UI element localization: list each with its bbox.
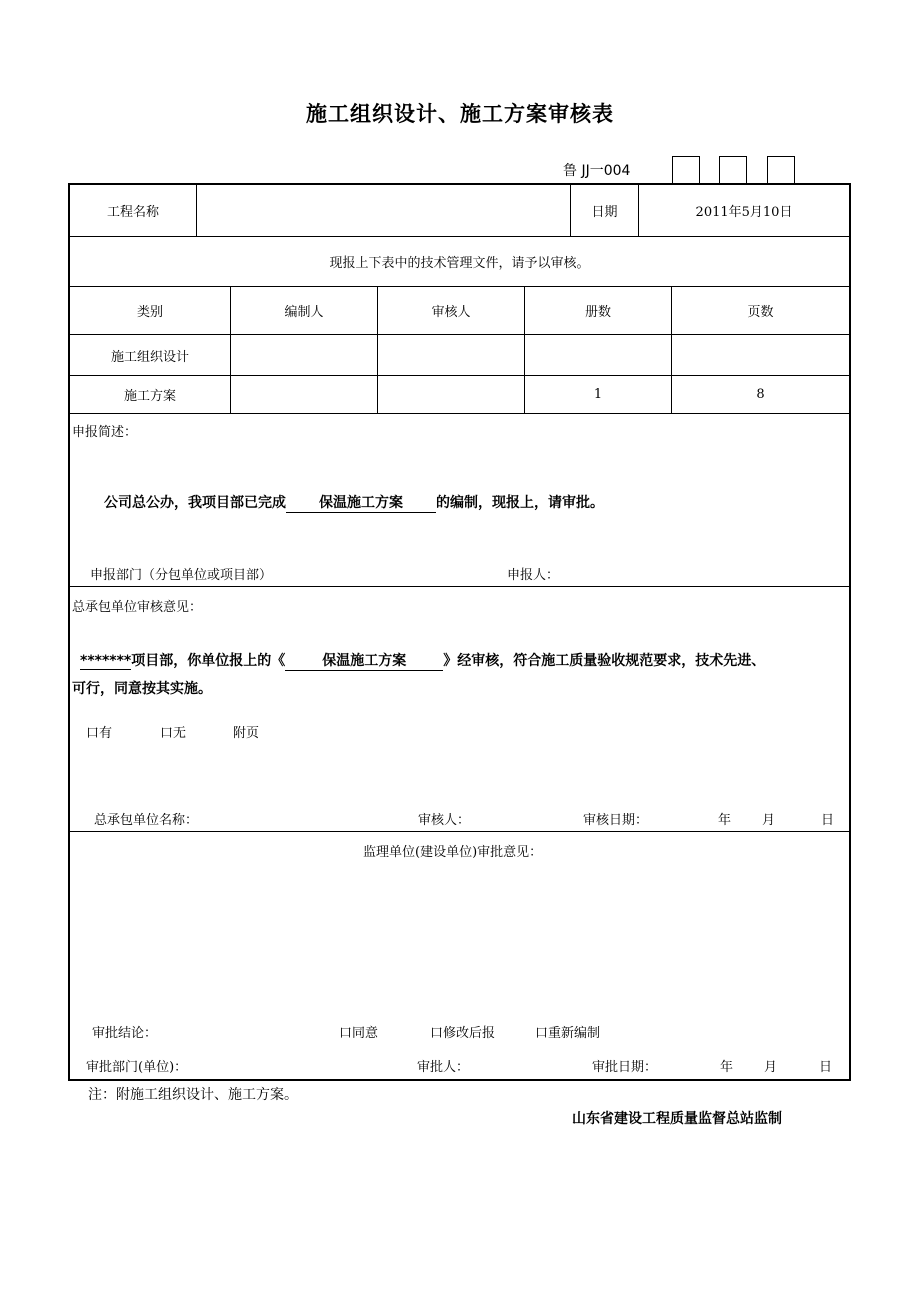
approver-label: 审批人：	[417, 1060, 470, 1075]
form-code: 鲁 JJ一004	[563, 163, 631, 179]
submission-label: 申报简述：	[72, 425, 138, 440]
column-header: 类别	[136, 305, 163, 320]
contractor-review-label: 总承包单位审核意见：	[72, 600, 203, 615]
contractor-text-2: 》经审核，符合施工质量验收规范要求，技术先进、	[443, 653, 766, 669]
contractor-text-1: 项目部，你单位报上的《	[131, 653, 286, 669]
option-modify-checkbox[interactable]: 口修改后报	[430, 1026, 496, 1041]
attachment-note: 注：附施工组织设计、施工方案。	[88, 1087, 298, 1103]
day-label: 日	[819, 1060, 833, 1075]
submission-text-after: 的编制，现报上，请审批。	[436, 495, 604, 511]
supervision-review-label: 监理单位(建设单位)审批意见：	[363, 845, 543, 860]
table-cell-volumes[interactable]	[525, 335, 671, 375]
submission-dept-label: 申报部门（分包单位或项目部）	[90, 568, 273, 583]
form-checkbox-3[interactable]	[767, 156, 795, 184]
project-name-value[interactable]	[197, 185, 570, 236]
contractor-name-label: 总承包单位名称：	[94, 813, 199, 828]
project-name-label: 工程名称	[106, 205, 159, 220]
contractor-plan-name[interactable]: 保温施工方案	[285, 650, 443, 671]
approval-date-label: 审批日期：	[592, 1060, 658, 1075]
table-cell-author[interactable]	[231, 376, 377, 413]
section-divider	[70, 586, 849, 587]
contractor-project-stars[interactable]: *******	[80, 653, 132, 669]
column-header: 页数	[747, 305, 774, 320]
attachment-label: 附页	[233, 726, 260, 741]
contractor-review-date-label: 审核日期：	[583, 813, 649, 828]
table-cell-reviewer[interactable]	[378, 335, 524, 375]
applicant-label: 申报人：	[507, 568, 560, 583]
date-label: 日期	[591, 205, 618, 220]
approval-dept-label: 审批部门(单位)：	[86, 1060, 188, 1075]
table-cell-category: 施工组织设计	[110, 349, 189, 365]
submission-text-before: 公司总公办，我项目部已完成	[104, 495, 286, 511]
column-header: 审核人	[431, 305, 471, 320]
contractor-statement-line1	[80, 650, 765, 671]
column-header: 册数	[584, 305, 611, 320]
date-value[interactable]: 2011年5月10日	[695, 205, 793, 220]
form-checkbox-1[interactable]	[672, 156, 700, 184]
option-redo-checkbox[interactable]: 口重新编制	[535, 1026, 601, 1041]
section-divider	[70, 831, 849, 832]
form-checkbox-2[interactable]	[719, 156, 747, 184]
table-cell-category: 施工方案	[123, 389, 176, 404]
table-cell-pages[interactable]	[672, 335, 849, 375]
day-label: 日	[821, 813, 835, 828]
month-label: 月	[762, 813, 776, 828]
month-label: 月	[764, 1060, 778, 1075]
year-label: 年	[718, 813, 732, 828]
column-header: 编制人	[284, 305, 324, 320]
submission-statement	[104, 492, 604, 513]
contractor-reviewer-label: 审核人：	[418, 813, 471, 828]
form-table	[68, 183, 851, 1081]
approval-conclusion-label: 审批结论：	[92, 1026, 158, 1041]
table-cell-author[interactable]	[231, 335, 377, 375]
year-label: 年	[720, 1060, 734, 1075]
page-title: 施工组织设计、施工方案审核表	[306, 102, 614, 126]
option-yes-checkbox[interactable]: 口有	[86, 726, 113, 741]
option-agree-checkbox[interactable]: 口同意	[339, 1026, 379, 1041]
intro-text: 现报上下表中的技术管理文件，请予以审核。	[329, 256, 590, 271]
contractor-statement-line2: 可行，同意按其实施。	[72, 681, 212, 697]
row-divider	[70, 413, 849, 414]
option-no-checkbox[interactable]: 口无	[160, 726, 187, 741]
table-cell-volumes[interactable]: 1	[593, 387, 603, 402]
issuer-footer: 山东省建设工程质量监督总站监制	[572, 1111, 782, 1127]
submission-plan-name[interactable]: 保温施工方案	[286, 492, 436, 513]
table-cell-reviewer[interactable]	[378, 376, 524, 413]
table-cell-pages[interactable]: 8	[756, 387, 765, 402]
